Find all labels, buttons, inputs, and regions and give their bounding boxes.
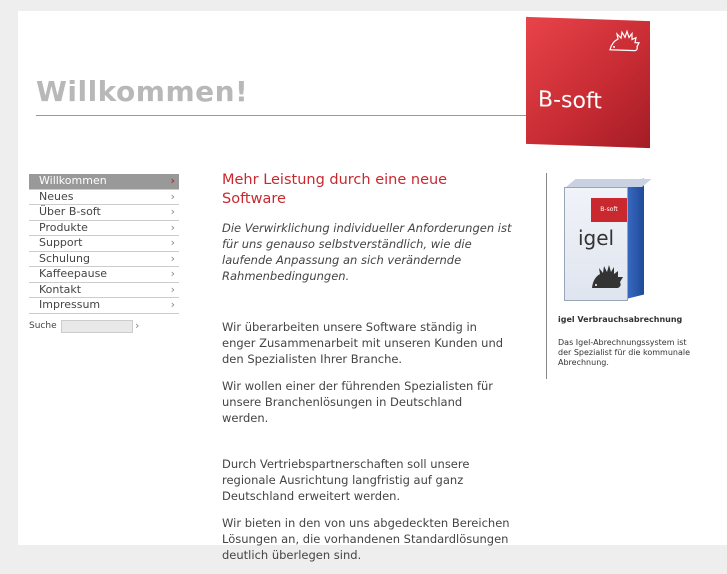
main-navigation [29,174,179,314]
chevron-right-icon: › [170,220,175,234]
product-teaser [558,179,708,368]
nav-item[interactable] [29,252,179,268]
b-soft-logo[interactable] [526,17,650,148]
nav-item[interactable] [29,174,179,190]
product-box-image[interactable] [564,179,654,299]
chevron-right-icon: › [170,298,175,311]
search-label: Suche [29,321,57,331]
hedgehog-icon [591,264,625,290]
paragraph: Durch Vertriebspartnerschaften soll unsere regionale Ausrichtung langfristig auf ganz Deutschland erweitert werden. [222,457,470,503]
nav-item[interactable] [29,267,179,283]
nav-item-label: Impressum [39,298,101,311]
product-box-side [626,179,644,299]
paragraph: Wir wollen einer der führenden Spezialisten für unsere Branchenlösungen in Deutschland werden. [222,379,494,425]
main-headline: Mehr Leistung durch eine neue Software [222,172,448,207]
product-title[interactable]: igel Verbrauchsabrechnung [558,315,683,324]
nav-item[interactable] [29,221,179,237]
chevron-right-icon: › [170,205,175,218]
product-description: Das Igel-Abrechnungssystem ist der Spezialist für die kommunale Abrechnung. [558,338,691,367]
main-content [222,171,512,574]
chevron-right-icon: › [170,251,175,265]
intro-text: Die Verwirklichung individueller Anforderungen ist für uns genauso selbstverständlich, wie die laufende Anpassung an sich verändernde Rahmenbedingungen. [222,221,512,283]
logo-text: B-soft [538,87,602,115]
chevron-right-icon: › [170,236,175,249]
nav-item-label: Über B-soft [39,205,101,218]
nav-item-label: Support [39,236,83,249]
nav-item-label: Schulung [39,251,90,265]
paragraph: Wir überarbeiten unsere Software ständig in enger Zusammenarbeit mit unseren Kunden und den Spezialisten Ihrer Branche. [222,320,504,366]
product-box-top [566,179,652,187]
search-input[interactable] [61,320,133,333]
hedgehog-icon [608,30,642,53]
nav-item-label: Produkte [39,220,88,234]
product-box-brand: B-soft [591,198,627,222]
page-title: Willkommen! [36,75,249,108]
chevron-right-icon: › [170,189,175,203]
product-box-front [564,187,628,301]
search-submit-button[interactable]: › [135,319,140,332]
chevron-right-icon: › [170,282,175,296]
nav-item[interactable] [29,190,179,206]
nav-item-label: Willkommen [39,174,107,187]
nav-item[interactable] [29,236,179,252]
product-box-name: igel [577,226,615,250]
nav-item-label: Neues [39,189,74,203]
paragraph: Wir bieten in den von uns abgedeckten Bereichen Lösungen an, die vorhandenen Standardlösungen deutlich überlegen sind. [222,516,510,562]
nav-item[interactable] [29,283,179,299]
nav-item[interactable] [29,298,179,314]
chevron-right-icon: › [170,267,175,280]
page-container [18,11,727,562]
sidebar-divider [546,173,547,379]
nav-item[interactable] [29,205,179,221]
nav-item-label: Kaffeepause [39,267,108,280]
chevron-right-icon: › [170,174,175,187]
nav-item-label: Kontakt [39,282,82,296]
